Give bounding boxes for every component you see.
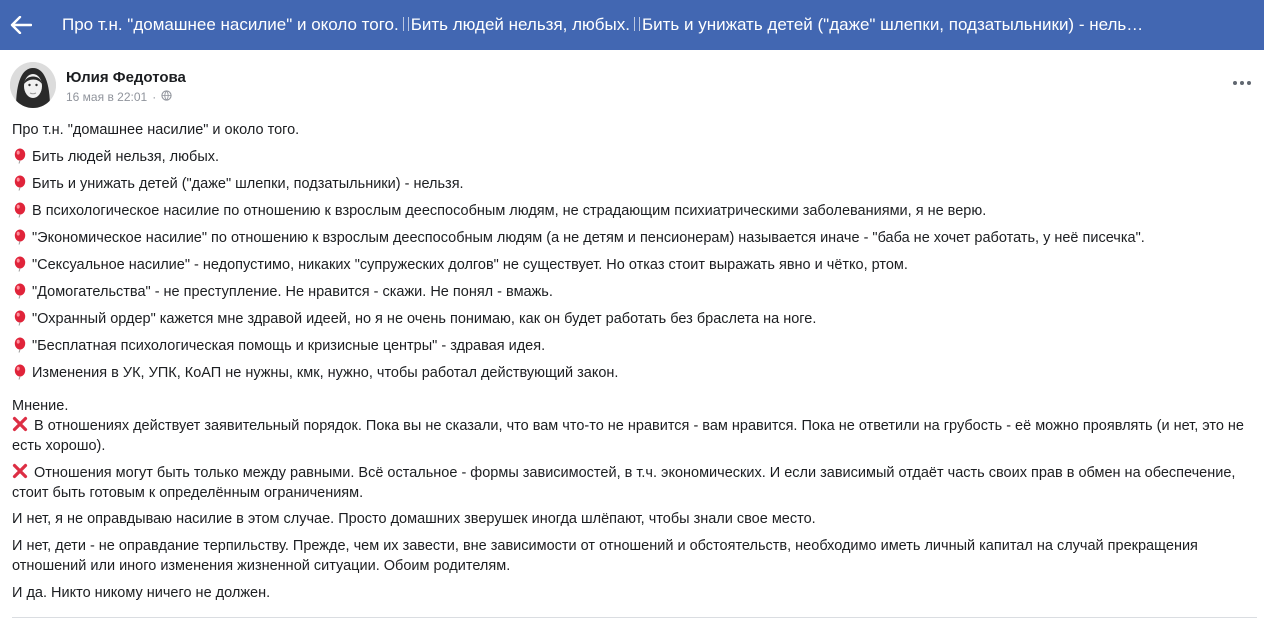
paragraph: И нет, я не оправдываю насилие в этом случае. Просто домашних зверушек иногда шлёпают, чтобы знали свое место. [12,511,816,527]
title-segment-1: Про т.н. "домашнее насилие" и около того. [62,15,399,34]
author-name[interactable]: Юлия Федотова [66,69,186,86]
post-meta [66,90,172,104]
bullet-text: "Домогательства" - не преступление. Не нравится - скажи. Не понял - вмажь. [32,284,553,300]
cross-item-text: В отношениях действует заявительный порядок. Пока вы не сказали, что вам что-то не нравится - вам нравится. Пока не ответили на грубость - её можно проявлять (и нет, это не есть хорошо). [12,418,1244,454]
bullet-text: "Бесплатная психологическая помощь и кризисные центры" - здравая идея. [32,338,546,354]
red-balloon-icon [12,148,28,164]
bullet-text: Бить и унижать детей ("даже" шлепки, подзатыльники) - нельзя. [32,176,464,192]
bullet-text: "Сексуальное насилие" - недопустимо, никаких "супружеских долгов" не существует. Но отказ стоит выражать явно и чётко, ртом. [32,257,908,273]
post-body [12,120,1257,603]
bullet-item [12,363,1257,383]
red-balloon-icon [12,202,28,218]
bullet-item [12,147,1257,167]
top-bar [0,0,1264,50]
cross-mark-icon [12,463,28,479]
red-balloon-icon [12,283,28,299]
opinion-label: Мнение. [12,398,69,414]
post-intro: Про т.н. "домашнее насилие" и около того. [12,122,300,138]
bullet-text: Изменения в УК, УПК, КоАП не нужны, кмк, нужно, чтобы работал действующий закон. [32,365,619,381]
title-segment-2: Бить людей нельзя, любых. [410,15,630,34]
red-balloon-icon [12,256,28,272]
red-balloon-icon [12,364,28,380]
avatar[interactable] [10,62,56,108]
globe-icon [161,90,172,104]
red-balloon-icon [12,310,28,326]
separator-glyph [403,17,409,31]
divider [12,617,1257,618]
cross-item [12,463,1257,503]
bullet-item [12,174,1257,194]
cross-item [12,416,1257,456]
paragraph: И да. Никто никому ничего не должен. [12,585,271,601]
bullet-item [12,228,1257,248]
bullet-item [12,282,1257,302]
bullet-text: "Охранный ордер" кажется мне здравой идеей, но я не очень понимаю, как он будет работать без браслета на ноге. [32,311,817,327]
post-header [10,62,1260,110]
bullet-item [12,309,1257,329]
bullet-text: В психологическое насилие по отношению к взрослым дееспособным людям, не страдающим психиатрическими заболеваниями, я не верю. [32,203,987,219]
red-balloon-icon [12,337,28,353]
cross-mark-icon [12,416,28,432]
bullet-item [12,255,1257,275]
bullet-item [12,336,1257,356]
bullet-text: "Экономическое насилие" по отношению к взрослым дееспособным людям (а не детям и пенсионерам) называется иначе - "баба не хочет работать, у неё писечка". [32,230,1145,246]
separator-glyph [634,17,640,31]
paragraph: И нет, дети - не оправдание терпильству. Прежде, чем их завести, вне зависимости от отношений и обстоятельств, необходимо иметь личный капитал на случай прекращения отношений или иного изменения жизненной ситуации. Обоим родителям. [12,538,1198,574]
more-dots-icon[interactable] [1230,74,1254,92]
title-segment-3: Бить и унижать детей ("даже" шлепки, подзатыльники) - нель… [641,15,1144,34]
cross-item-text: Отношения могут быть только между равными. Всё остальное - формы зависимостей, в т.ч. экономических. И если зависимый отдаёт часть своих прав в обмен на обеспечение, стоит быть готовым к определённым ограничениям. [12,465,1236,501]
back-arrow-icon[interactable] [0,0,60,50]
red-balloon-icon [12,175,28,191]
meta-dot: · [152,90,157,104]
page-title [60,15,1222,35]
red-balloon-icon [12,229,28,245]
post-time[interactable]: 16 мая в 22:01 [66,90,148,104]
bullet-item [12,201,1257,221]
bullet-text: Бить людей нельзя, любых. [32,149,220,165]
